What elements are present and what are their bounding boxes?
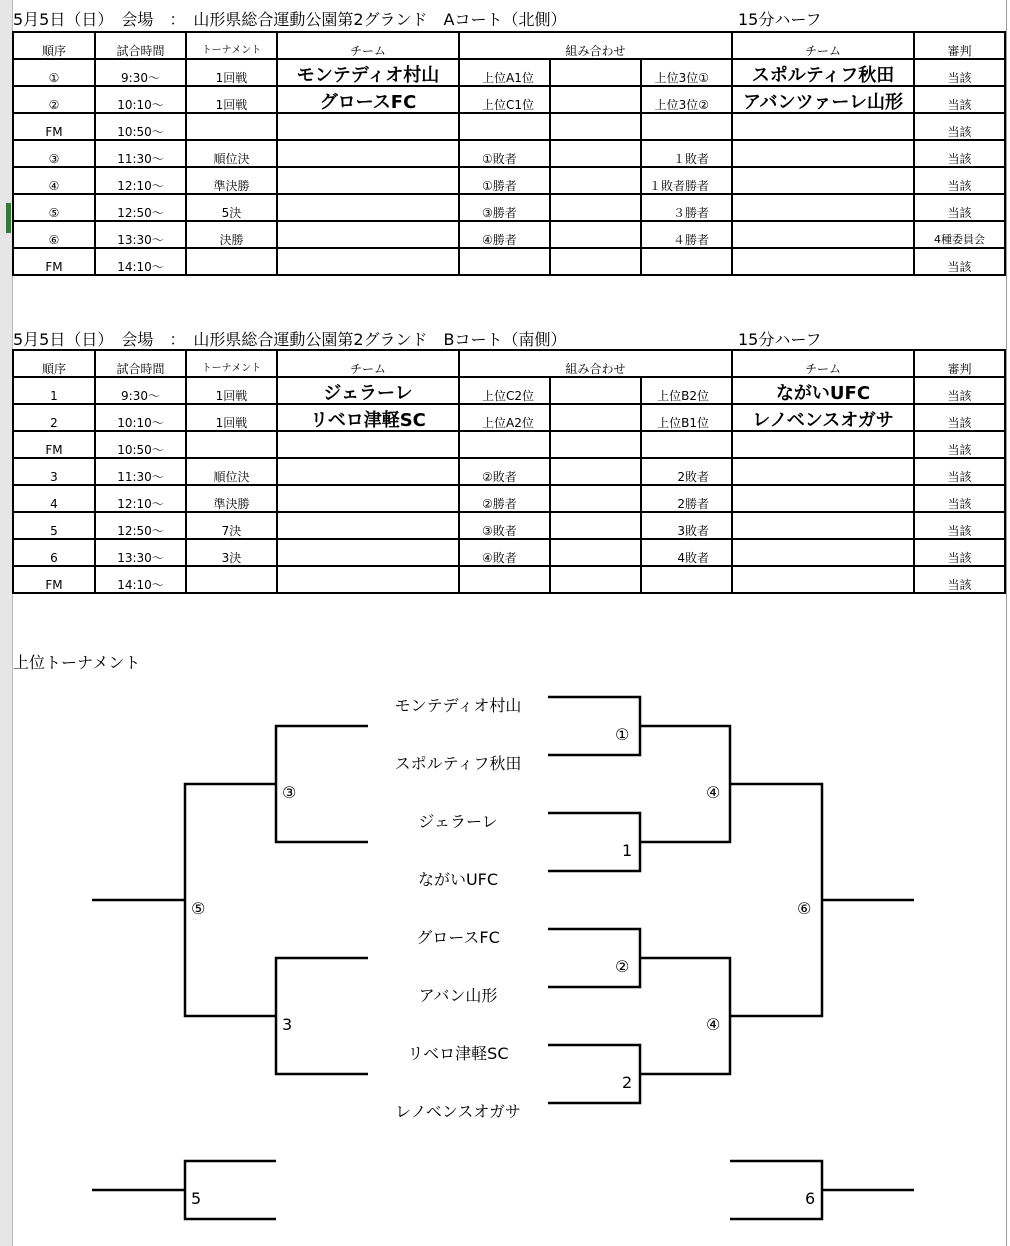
header-referee: 審判 — [914, 350, 1005, 377]
cell-order: 5 — [13, 512, 95, 539]
header-tournament: トーナメント — [186, 32, 277, 59]
cell-referee: 当該 — [914, 539, 1005, 566]
cell-time: 13:30～ — [95, 539, 186, 566]
cell-referee: 当該 — [914, 431, 1005, 458]
cell-time: 14:10～ — [95, 566, 186, 593]
cell-team1 — [277, 566, 459, 593]
cell-match-3 — [641, 431, 732, 458]
cell-match-1: ②敗者 — [459, 458, 550, 485]
cell-match-2 — [550, 485, 641, 512]
cell-match-1: ④敗者 — [459, 539, 550, 566]
cell-team1 — [277, 431, 459, 458]
header-team2: チーム — [732, 350, 914, 377]
cell-round: 7決 — [186, 512, 277, 539]
schedule-row — [13, 458, 1005, 485]
cell-team2 — [732, 566, 914, 593]
cell-match-2 — [550, 59, 641, 86]
cell-time: 10:10～ — [95, 86, 186, 113]
schedule-row — [13, 167, 1005, 194]
match-label-left-final: ⑤ — [191, 899, 206, 918]
cell-match-1: ②勝者 — [459, 485, 550, 512]
schedule-row — [13, 431, 1005, 458]
schedule-b-title: 5月5日（日） 会場 ： 山形県総合運動公園第2グランド Bコート（南側） — [13, 330, 567, 349]
header-referee: 審判 — [914, 32, 1005, 59]
cell-match-1 — [459, 113, 550, 140]
cell-round: 準決勝 — [186, 485, 277, 512]
cell-team1: グロースFC — [277, 86, 459, 113]
cell-team1 — [277, 113, 459, 140]
cell-match-2 — [550, 140, 641, 167]
schedule-row — [13, 539, 1005, 566]
header-row — [13, 350, 1005, 377]
cell-referee: 当該 — [914, 113, 1005, 140]
cell-referee: 当該 — [914, 566, 1005, 593]
cell-order: ① — [13, 59, 95, 86]
cell-time: 12:10～ — [95, 485, 186, 512]
cell-round: 1回戦 — [186, 59, 277, 86]
schedule-row — [13, 140, 1005, 167]
bracket-team-labels — [395, 696, 522, 1121]
cell-team1: モンテディオ村山 — [277, 59, 459, 86]
cell-team2 — [732, 431, 914, 458]
cell-match-2 — [550, 539, 641, 566]
header-time: 試合時間 — [95, 350, 186, 377]
schedule-row — [13, 221, 1005, 248]
cell-match-3: 3敗者 — [641, 512, 732, 539]
cell-referee: 当該 — [914, 59, 1005, 86]
cell-match-3 — [641, 566, 732, 593]
cell-team1 — [277, 167, 459, 194]
schedule-row — [13, 86, 1005, 113]
cell-match-2 — [550, 194, 641, 221]
cell-match-3: 上位B2位 — [641, 377, 732, 404]
cell-match-1 — [459, 566, 550, 593]
header-time: 試合時間 — [95, 32, 186, 59]
schedule-row — [13, 512, 1005, 539]
schedule-a-table — [12, 31, 1006, 276]
cell-team2 — [732, 539, 914, 566]
schedule-row — [13, 377, 1005, 404]
cell-team2 — [732, 512, 914, 539]
cell-match-1: 上位A2位 — [459, 404, 550, 431]
cell-team2 — [732, 194, 914, 221]
cell-referee: 当該 — [914, 485, 1005, 512]
cell-round: 決勝 — [186, 221, 277, 248]
schedule-b-half: 15分ハーフ — [738, 330, 822, 349]
cell-order: ③ — [13, 140, 95, 167]
bracket-match-labels — [191, 725, 815, 1208]
cell-match-3 — [641, 113, 732, 140]
cell-time: 11:30～ — [95, 140, 186, 167]
schedule-row — [13, 113, 1005, 140]
cell-round: 1回戦 — [186, 377, 277, 404]
cell-team2 — [732, 140, 914, 167]
cell-team2 — [732, 248, 914, 275]
cell-order: ⑥ — [13, 221, 95, 248]
cell-team2: レノベンスオガサ — [732, 404, 914, 431]
match-label-r1-fourth: 2 — [622, 1073, 633, 1092]
bracket-lines — [92, 697, 914, 1219]
cell-match-3: 2敗者 — [641, 458, 732, 485]
cell-time: 11:30～ — [95, 458, 186, 485]
header-matchup: 組み合わせ — [459, 32, 732, 59]
header-row — [13, 32, 1005, 59]
cell-team1: ジェラーレ — [277, 377, 459, 404]
header-order: 順序 — [13, 350, 95, 377]
header-team1: チーム — [277, 350, 459, 377]
schedule-row — [13, 248, 1005, 275]
cell-team1 — [277, 248, 459, 275]
cell-match-1: ④勝者 — [459, 221, 550, 248]
cell-round: 順位決 — [186, 458, 277, 485]
cell-team2 — [732, 167, 914, 194]
match-label-right-semi-bottom: ④ — [706, 1015, 721, 1034]
cell-match-1 — [459, 431, 550, 458]
cell-order: FM — [13, 431, 95, 458]
cell-round: 順位決 — [186, 140, 277, 167]
cell-referee: 当該 — [914, 194, 1005, 221]
cell-team1 — [277, 485, 459, 512]
cell-round — [186, 248, 277, 275]
cell-match-3: 4敗者 — [641, 539, 732, 566]
cell-team2 — [732, 113, 914, 140]
schedule-a-title: 5月5日（日） 会場 ： 山形県総合運動公園第2グランド Aコート（北側） — [13, 10, 567, 29]
cell-round — [186, 431, 277, 458]
cell-team1 — [277, 539, 459, 566]
match-label-r1-second: 1 — [622, 841, 633, 860]
cell-round: 5決 — [186, 194, 277, 221]
cell-team1 — [277, 458, 459, 485]
cell-time: 14:10～ — [95, 248, 186, 275]
bracket-team-2: スポルティフ秋田 — [394, 754, 522, 773]
cell-referee: 4種委員会 — [914, 221, 1005, 248]
cell-match-1: 上位C1位 — [459, 86, 550, 113]
cell-time: 13:30～ — [95, 221, 186, 248]
match-label-right-semi-top: ④ — [706, 783, 721, 802]
cell-order: FM — [13, 566, 95, 593]
cell-match-2 — [550, 377, 641, 404]
cell-referee: 当該 — [914, 458, 1005, 485]
cell-team2 — [732, 458, 914, 485]
cell-match-2 — [550, 458, 641, 485]
cell-order: 1 — [13, 377, 95, 404]
cell-time: 9:30～ — [95, 59, 186, 86]
cell-round: 3決 — [186, 539, 277, 566]
cell-order: ⑤ — [13, 194, 95, 221]
cell-match-3: 2勝者 — [641, 485, 732, 512]
cell-team1: リベロ津軽SC — [277, 404, 459, 431]
match-label-right-third: 6 — [805, 1189, 816, 1208]
match-label-left-semi-bottom: 3 — [282, 1015, 293, 1034]
cell-match-1: ①敗者 — [459, 140, 550, 167]
cell-round: 1回戦 — [186, 404, 277, 431]
cell-time: 10:10～ — [95, 404, 186, 431]
cell-order: ② — [13, 86, 95, 113]
match-label-r1-top: ① — [615, 725, 630, 744]
cell-order: 2 — [13, 404, 95, 431]
cell-referee: 当該 — [914, 404, 1005, 431]
header-tournament: トーナメント — [186, 350, 277, 377]
cell-referee: 当該 — [914, 512, 1005, 539]
header-matchup: 組み合わせ — [459, 350, 732, 377]
cell-match-3: １敗者 — [641, 140, 732, 167]
schedule-row — [13, 485, 1005, 512]
cell-match-2 — [550, 512, 641, 539]
cell-round: 準決勝 — [186, 167, 277, 194]
cell-order: FM — [13, 248, 95, 275]
cell-team2 — [732, 485, 914, 512]
cell-time: 12:10～ — [95, 167, 186, 194]
bracket-team-1: モンテディオ村山 — [394, 696, 522, 715]
tournament-bracket — [0, 640, 1010, 1246]
cell-time: 12:50～ — [95, 512, 186, 539]
cell-match-1 — [459, 248, 550, 275]
header-order: 順序 — [13, 32, 95, 59]
cell-match-1: ③勝者 — [459, 194, 550, 221]
match-label-left-third: 5 — [191, 1189, 202, 1208]
cell-team2: ながいUFC — [732, 377, 914, 404]
cell-match-2 — [550, 167, 641, 194]
cell-team2: アバンツァーレ山形 — [732, 86, 914, 113]
cell-match-2 — [550, 248, 641, 275]
bracket-team-7: リベロ津軽SC — [407, 1044, 509, 1063]
match-label-r1-third: ② — [615, 957, 630, 976]
cell-team1 — [277, 140, 459, 167]
cell-team1 — [277, 221, 459, 248]
cell-match-3: 上位3位① — [641, 59, 732, 86]
schedule-row — [13, 59, 1005, 86]
cell-referee: 当該 — [914, 167, 1005, 194]
cell-team1 — [277, 512, 459, 539]
bracket-team-4: ながいUFC — [417, 870, 499, 889]
cell-match-3: ４勝者 — [641, 221, 732, 248]
cell-order: ④ — [13, 167, 95, 194]
cell-match-1: ③敗者 — [459, 512, 550, 539]
cell-match-2 — [550, 404, 641, 431]
cell-match-2 — [550, 566, 641, 593]
schedule-b-table — [12, 349, 1006, 594]
schedule-a-half: 15分ハーフ — [738, 10, 822, 29]
cell-time: 9:30～ — [95, 377, 186, 404]
bracket-team-6: アバン山形 — [418, 986, 498, 1005]
cell-round — [186, 566, 277, 593]
bracket-team-5: グロースFC — [416, 928, 500, 947]
cell-team1 — [277, 194, 459, 221]
cell-order: 4 — [13, 485, 95, 512]
cell-time: 12:50～ — [95, 194, 186, 221]
cell-order: 6 — [13, 539, 95, 566]
tournament-title: 上位トーナメント — [13, 653, 141, 672]
schedule-row — [13, 566, 1005, 593]
cell-round — [186, 113, 277, 140]
cell-match-3: 上位B1位 — [641, 404, 732, 431]
bracket-team-3: ジェラーレ — [418, 812, 498, 831]
cell-match-2 — [550, 221, 641, 248]
bracket-team-8: レノベンスオガサ — [395, 1102, 521, 1121]
cell-match-1: 上位A1位 — [459, 59, 550, 86]
header-team1: チーム — [277, 32, 459, 59]
cell-round: 1回戦 — [186, 86, 277, 113]
schedule-row — [13, 194, 1005, 221]
cell-referee: 当該 — [914, 377, 1005, 404]
cell-team2: スポルティフ秋田 — [732, 59, 914, 86]
schedule-row — [13, 404, 1005, 431]
selected-row-marker — [6, 203, 11, 233]
match-label-right-final: ⑥ — [797, 899, 812, 918]
cell-order: FM — [13, 113, 95, 140]
cell-time: 10:50～ — [95, 431, 186, 458]
cell-referee: 当該 — [914, 140, 1005, 167]
cell-referee: 当該 — [914, 248, 1005, 275]
cell-team2 — [732, 221, 914, 248]
cell-order: 3 — [13, 458, 95, 485]
cell-match-2 — [550, 86, 641, 113]
match-label-left-semi-top: ③ — [282, 783, 297, 802]
cell-match-2 — [550, 431, 641, 458]
header-team2: チーム — [732, 32, 914, 59]
cell-match-3 — [641, 248, 732, 275]
cell-match-3: 上位3位② — [641, 86, 732, 113]
cell-match-3: １敗者勝者 — [641, 167, 732, 194]
cell-match-1: ①勝者 — [459, 167, 550, 194]
cell-match-2 — [550, 113, 641, 140]
cell-referee: 当該 — [914, 86, 1005, 113]
cell-match-3: ３勝者 — [641, 194, 732, 221]
cell-match-1: 上位C2位 — [459, 377, 550, 404]
cell-time: 10:50～ — [95, 113, 186, 140]
